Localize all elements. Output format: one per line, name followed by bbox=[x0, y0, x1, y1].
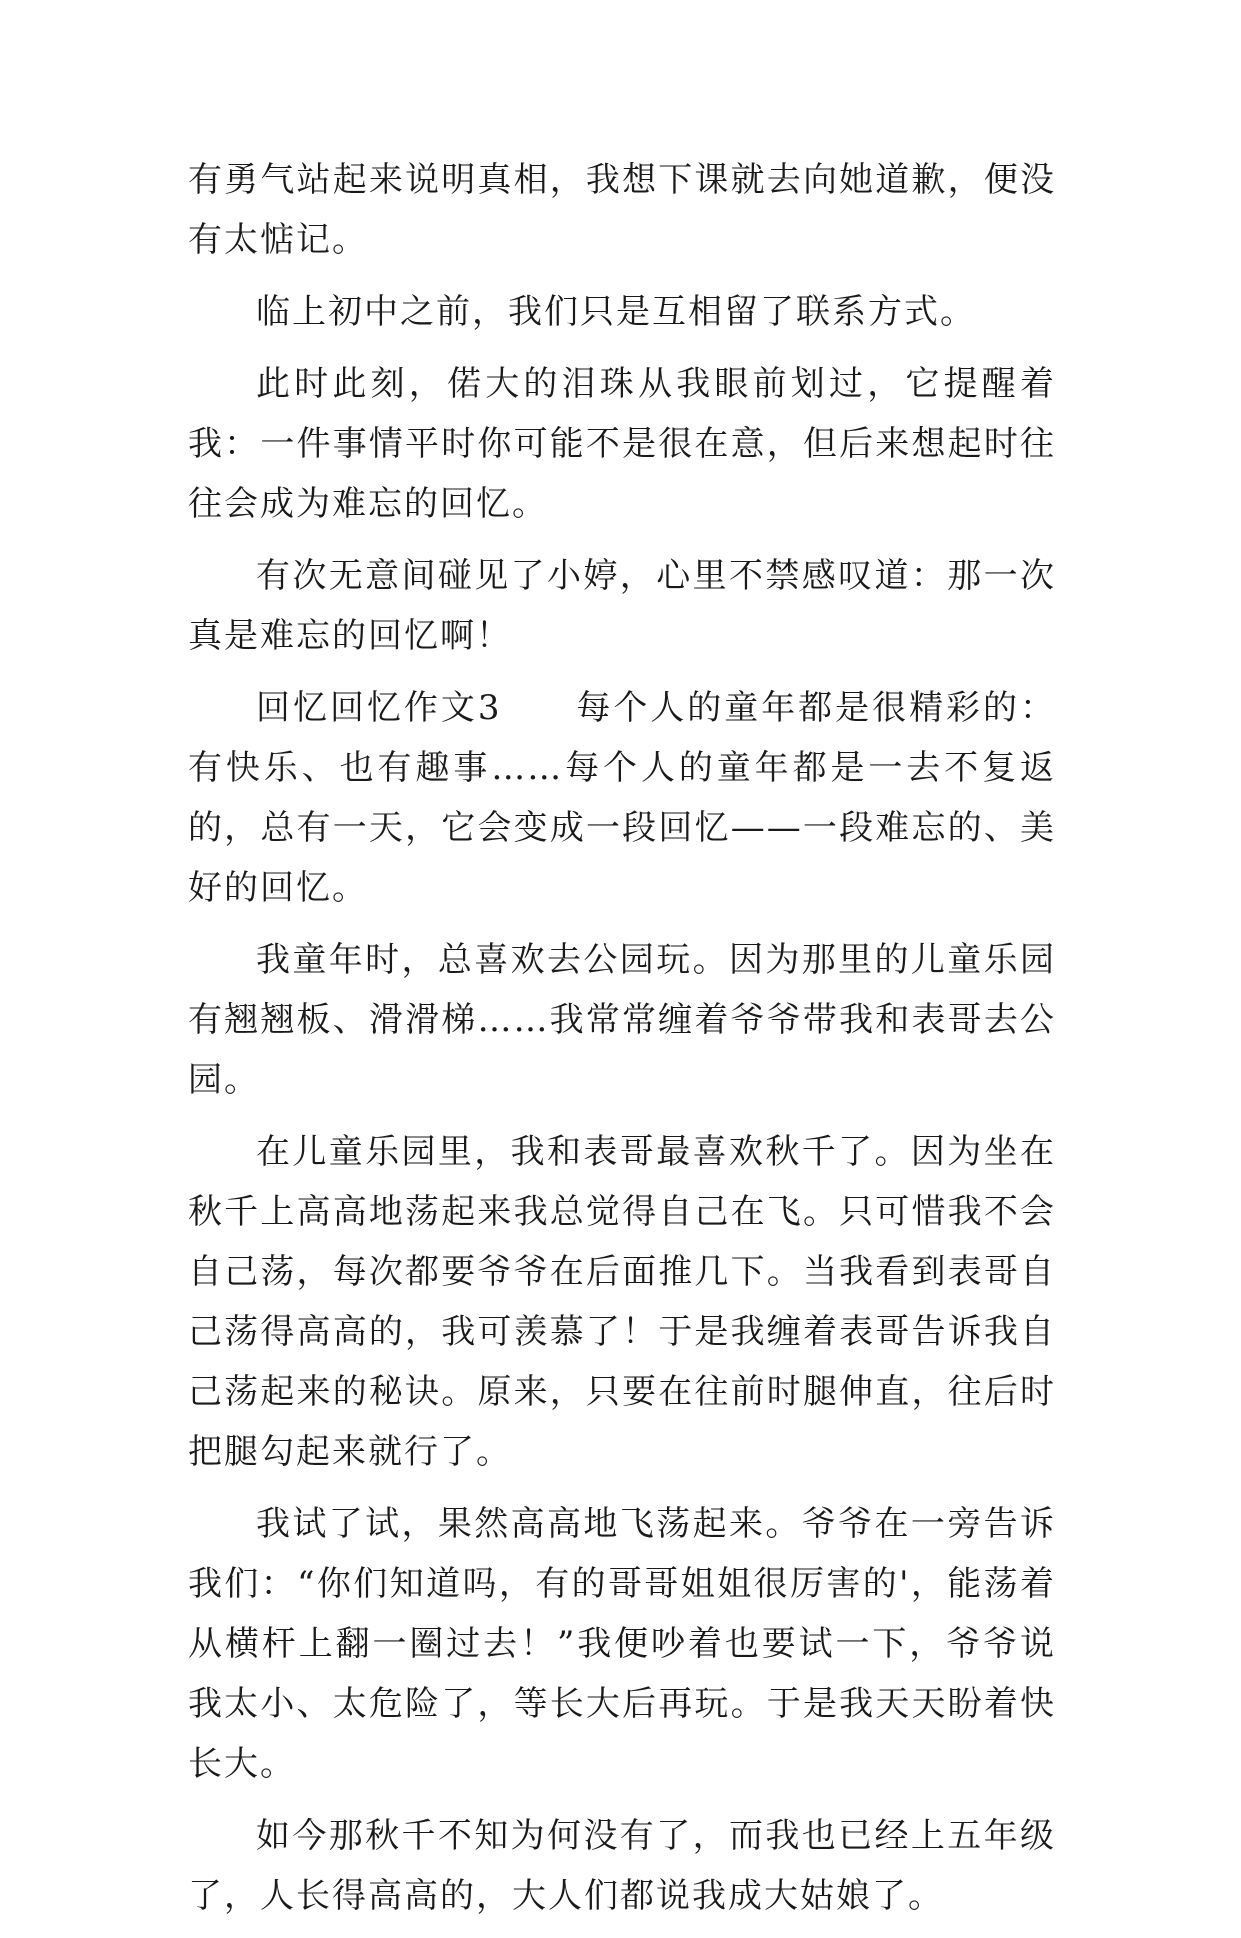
paragraph-8: 我试了试，果然高高地飞荡起来。爷爷在一旁告诉我们：“你们知道吗，有的哥哥姐姐很厉害的'，能荡着从横杆上翻一圈过去！”我便吵着也要试一下，爷爷说我太小、太危险了，等长大后再玩。于是我天天盼着快长大。 bbox=[188, 1504, 1056, 1784]
paragraph-7: 在儿童乐园里，我和表哥最喜欢秋千了。因为坐在秋千上高高地荡起来我总觉得自己在飞。只可惜我不会自己荡，每次都要爷爷在后面推几下。当我看到表哥自己荡得高高的，我可羡慕了！于是我缠着表哥告诉我自己荡起来的秘诀。原来，只要在往前时腿伸直，往后时把腿勾起来就行了。 bbox=[188, 1132, 1056, 1472]
paragraph-9: 如今那秋千不知为何没有了，而我也已经上五年级了，人长得高高的，大人们都说我成大姑娘了。 bbox=[188, 1816, 1056, 1916]
paragraph-3: 此时此刻，偌大的泪珠从我眼前划过，它提醒着我：一件事情平时你可能不是很在意，但后来想起时往往会成为难忘的回忆。 bbox=[188, 364, 1056, 524]
paragraph-6: 我童年时，总喜欢去公园玩。因为那里的儿童乐园有翘翘板、滑滑梯……我常常缠着爷爷带我和表哥去公园。 bbox=[188, 940, 1056, 1100]
paragraph-1: 有勇气站起来说明真相，我想下课就去向她道歉，便没有太惦记。 bbox=[188, 160, 1056, 260]
document-body bbox=[188, 150, 1056, 1938]
paragraph-2: 临上初中之前，我们只是互相留了联系方式。 bbox=[256, 292, 976, 332]
paragraph-4: 有次无意间碰见了小婷，心里不禁感叹道：那一次真是难忘的回忆啊！ bbox=[188, 556, 1056, 656]
paragraph-5: 回忆回忆作文3 每个人的童年都是很精彩的：有快乐、也有趣事……每个人的童年都是一去不复返的，总有一天，它会变成一段回忆——一段难忘的、美好的回忆。 bbox=[188, 688, 1056, 908]
